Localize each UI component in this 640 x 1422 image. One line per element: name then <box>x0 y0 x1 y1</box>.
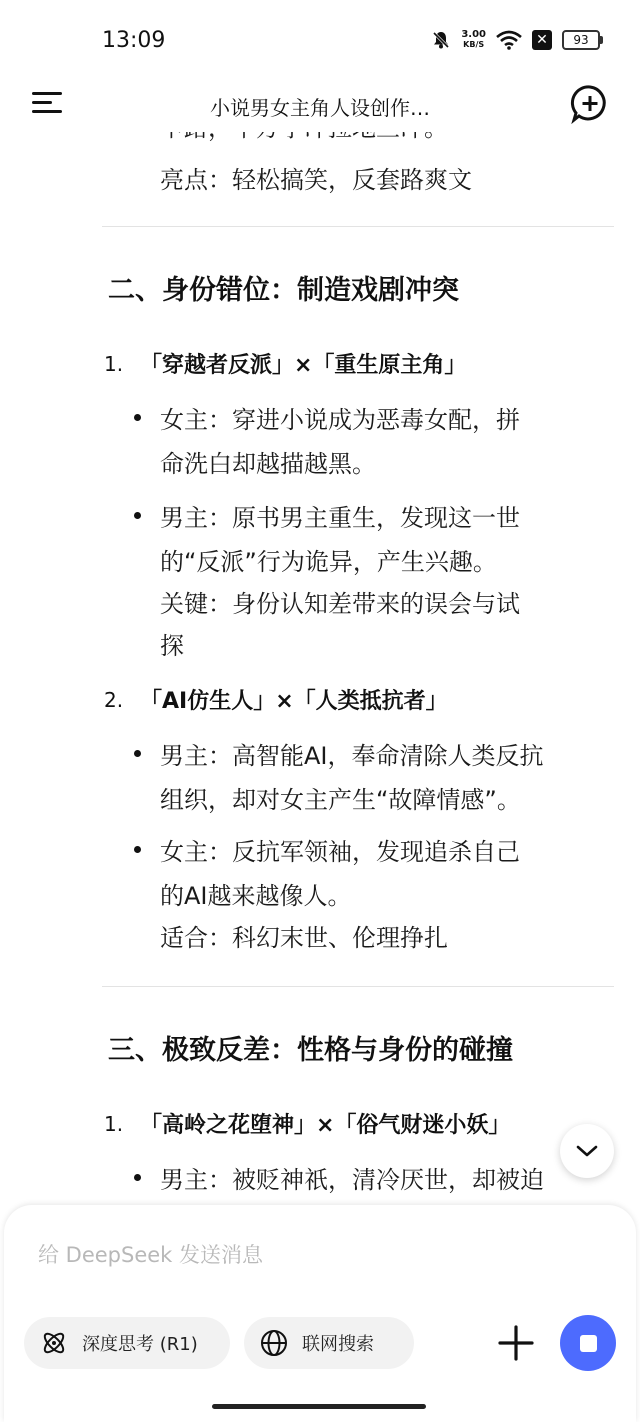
item-title: 「AI仿生人」×「人类抵抗者」 <box>140 689 448 714</box>
bullet-icon <box>134 512 141 519</box>
bullet-icon <box>134 750 141 757</box>
section-divider <box>102 226 614 227</box>
stop-generation-button[interactable] <box>560 1315 616 1371</box>
wifi-icon <box>496 30 522 50</box>
menu-icon[interactable] <box>32 90 64 116</box>
globe-icon <box>260 1329 288 1357</box>
bullet-text: 命洗白却越描越黑。 <box>160 450 376 478</box>
list-number: 1. <box>104 352 124 376</box>
net-speed-unit: KB/S <box>463 40 485 49</box>
scroll-down-button[interactable] <box>560 1124 614 1178</box>
bullet-text: 的AI越来越像人。 <box>160 882 352 910</box>
status-bar <box>0 0 640 80</box>
add-attachment-icon[interactable] <box>496 1323 536 1363</box>
chat-title: 小说男女主角人设创作… <box>210 96 430 120</box>
bullet-text: 女主：穿进小说成为恶毒女配，拼 <box>160 406 520 434</box>
note-text: 适合：科幻末世、伦理挣扎 <box>160 924 448 952</box>
battery-indicator: 93 <box>562 30 600 50</box>
net-speed <box>461 30 486 50</box>
bullet-icon <box>134 1174 141 1181</box>
section2-title: 二、身份错位：制造戏剧冲突 <box>108 275 459 306</box>
list-number: 2. <box>104 688 124 712</box>
bullet-icon <box>134 846 141 853</box>
web-search-button[interactable] <box>244 1317 414 1369</box>
web-search-label: 联网搜索 <box>302 1334 374 1355</box>
bullet-text: 女主：反抗军领袖，发现追杀自己 <box>160 838 520 866</box>
new-chat-icon[interactable] <box>570 84 610 124</box>
section3-title: 三、极致反差：性格与身份的碰撞 <box>108 1035 513 1066</box>
atom-icon <box>40 1329 68 1357</box>
net-speed-value: 3.00 <box>461 29 486 40</box>
stop-icon <box>580 1335 597 1352</box>
note-text: 探 <box>160 632 184 660</box>
bullet-text: 男主：原书男主重生，发现这一世 <box>160 504 520 532</box>
bell-off-icon <box>431 30 451 50</box>
chevron-down-icon <box>575 1143 599 1159</box>
status-time: 13:09 <box>102 28 166 53</box>
chat-header <box>0 78 640 132</box>
section-divider <box>102 986 614 987</box>
message-composer <box>4 1205 636 1422</box>
deep-think-button[interactable] <box>24 1317 230 1369</box>
highlight-text: 亮点：轻松搞笑，反套路爽文 <box>160 166 472 194</box>
bullet-text: 男主：高智能AI，奉命清除人类反抗 <box>160 742 544 770</box>
chat-content <box>0 120 640 1210</box>
status-icons <box>431 30 600 50</box>
message-input[interactable]: 给 DeepSeek 发送消息 <box>38 1243 264 1267</box>
bullet-text: 的“反派”行为诡异，产生兴趣。 <box>160 548 497 576</box>
bullet-text: 组织，却对女主产生“故障情感”。 <box>160 786 521 814</box>
bullet-text: 男主：被贬神祇，清冷厌世，却被迫 <box>160 1166 544 1194</box>
bullet-icon <box>134 414 141 421</box>
note-text: 关键：身份认知差带来的误会与试 <box>160 590 520 618</box>
sim-off-icon: ✕ <box>532 30 552 50</box>
home-indicator[interactable] <box>212 1404 426 1409</box>
list-number: 1. <box>104 1112 124 1136</box>
item-title: 「穿越者反派」×「重生原主角」 <box>140 353 467 378</box>
item-title: 「高岭之花堕神」×「俗气财迷小妖」 <box>140 1113 511 1138</box>
deep-think-label: 深度思考 (R1) <box>82 1334 198 1355</box>
